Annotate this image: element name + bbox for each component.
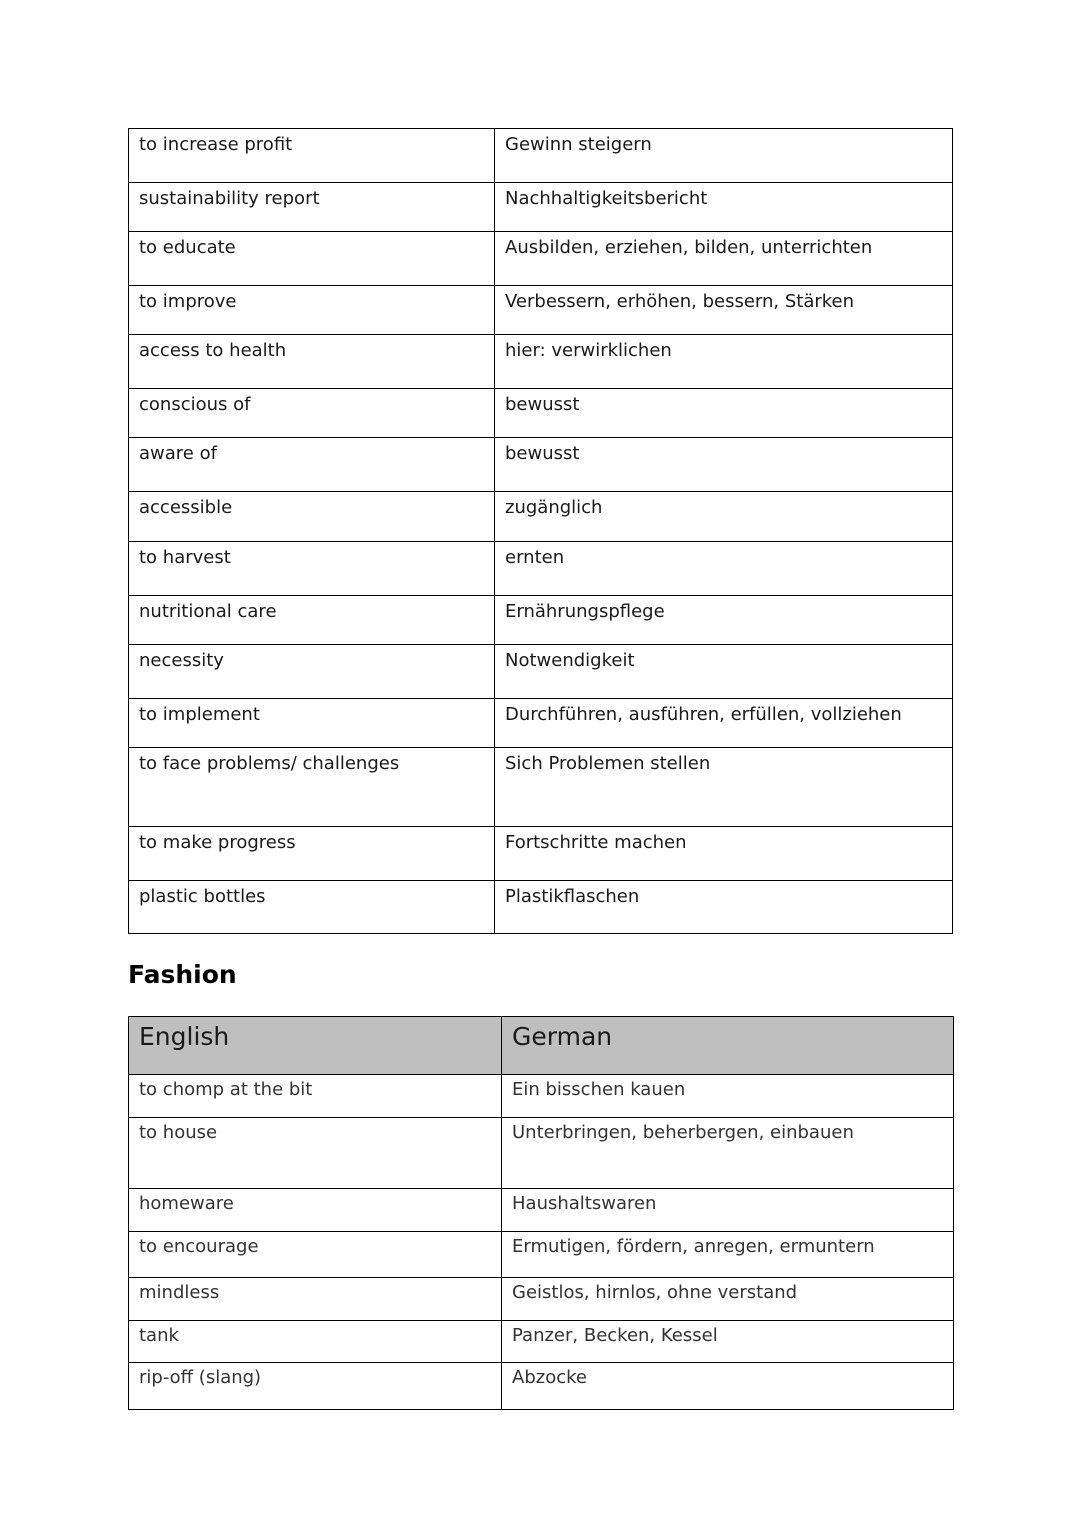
english-term: homeware	[129, 1189, 502, 1232]
english-term: to harvest	[129, 542, 495, 596]
german-translation: hier: verwirklichen	[495, 335, 953, 389]
fashion-vocabulary-table	[128, 1016, 954, 1410]
table-row	[129, 438, 953, 492]
german-translation: Ermutigen, fördern, anregen, ermuntern	[502, 1232, 954, 1278]
german-translation: Panzer, Becken, Kessel	[502, 1321, 954, 1363]
table-row	[129, 492, 953, 542]
table-row	[129, 1321, 954, 1363]
english-term: to house	[129, 1118, 502, 1189]
table-row	[129, 1189, 954, 1232]
english-term: conscious of	[129, 389, 495, 438]
english-term: to face problems/ challenges	[129, 748, 495, 827]
section-heading: Fashion	[128, 960, 237, 989]
german-translation: Fortschritte machen	[495, 827, 953, 881]
table-row	[129, 389, 953, 438]
table-row	[129, 542, 953, 596]
german-translation: Plastikflaschen	[495, 881, 953, 934]
german-translation: Geistlos, hirnlos, ohne verstand	[502, 1278, 954, 1321]
table-row	[129, 286, 953, 335]
english-term: tank	[129, 1321, 502, 1363]
table-row	[129, 1363, 954, 1410]
table-row	[129, 596, 953, 645]
german-translation: Nachhaltigkeitsbericht	[495, 183, 953, 232]
table-row	[129, 129, 953, 183]
english-term: to increase profit	[129, 129, 495, 183]
table-row	[129, 1232, 954, 1278]
german-translation: zugänglich	[495, 492, 953, 542]
table-row	[129, 232, 953, 286]
table-row	[129, 699, 953, 748]
german-translation: Sich Problemen stellen	[495, 748, 953, 827]
german-translation: Haushaltswaren	[502, 1189, 954, 1232]
english-term: to implement	[129, 699, 495, 748]
table-row	[129, 645, 953, 699]
table-row	[129, 335, 953, 389]
english-term: to educate	[129, 232, 495, 286]
german-translation: bewusst	[495, 438, 953, 492]
table-row	[129, 183, 953, 232]
english-term: to improve	[129, 286, 495, 335]
german-translation: Notwendigkeit	[495, 645, 953, 699]
column-header-german: German	[502, 1017, 954, 1075]
german-translation: Ernährungspflege	[495, 596, 953, 645]
english-term: nutritional care	[129, 596, 495, 645]
table-header-row	[129, 1017, 954, 1075]
english-term: to make progress	[129, 827, 495, 881]
german-translation: Unterbringen, beherbergen, einbauen	[502, 1118, 954, 1189]
table-row	[129, 748, 953, 827]
english-term: aware of	[129, 438, 495, 492]
english-term: access to health	[129, 335, 495, 389]
table-row	[129, 1118, 954, 1189]
column-header-english: English	[129, 1017, 502, 1075]
english-term: sustainability report	[129, 183, 495, 232]
english-term: necessity	[129, 645, 495, 699]
english-term: to chomp at the bit	[129, 1075, 502, 1118]
german-translation: bewusst	[495, 389, 953, 438]
german-translation: Ausbilden, erziehen, bilden, unterrichten	[495, 232, 953, 286]
english-term: mindless	[129, 1278, 502, 1321]
english-term: plastic bottles	[129, 881, 495, 934]
german-translation: Verbessern, erhöhen, bessern, Stärken	[495, 286, 953, 335]
german-translation: ernten	[495, 542, 953, 596]
english-term: to encourage	[129, 1232, 502, 1278]
vocabulary-table	[128, 128, 953, 934]
table-row	[129, 1075, 954, 1118]
english-term: rip-off (slang)	[129, 1363, 502, 1410]
english-term: accessible	[129, 492, 495, 542]
table-row	[129, 881, 953, 934]
table-row	[129, 827, 953, 881]
german-translation: Ein bisschen kauen	[502, 1075, 954, 1118]
german-translation: Abzocke	[502, 1363, 954, 1410]
table-row	[129, 1278, 954, 1321]
german-translation: Gewinn steigern	[495, 129, 953, 183]
german-translation: Durchführen, ausführen, erfüllen, vollziehen	[495, 699, 953, 748]
